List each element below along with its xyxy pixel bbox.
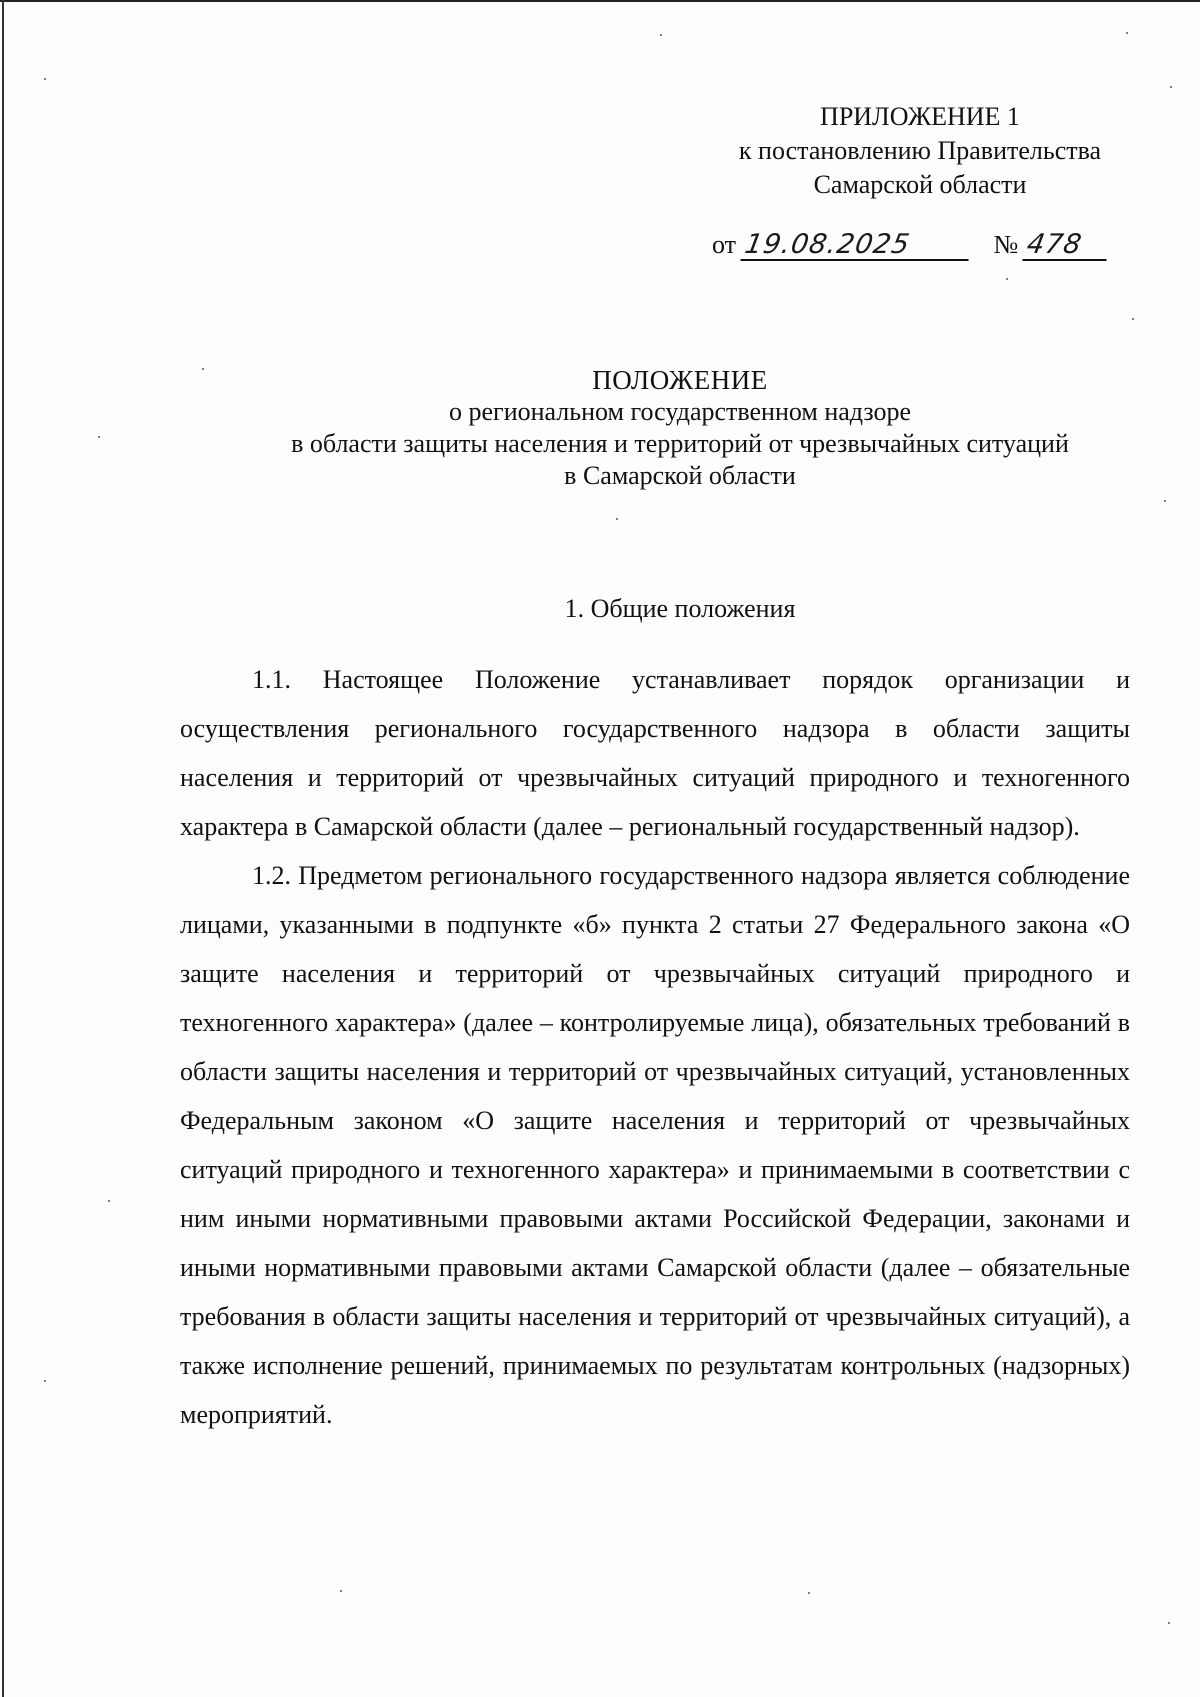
- scan-edge-top: [0, 0, 1200, 2]
- scan-speck: [1164, 500, 1166, 502]
- document-title-block: [180, 364, 1180, 492]
- paragraph-1-2: 1.2. Предметом регионального государственного надзора является соблюдение лицами, указанными в подпункте «б» пункта 2 статьи 27 Федерального закона «О защите населения и территорий от чрезвычайных ситуаций природного и техногенного характера» (далее – контролируемые лица), обязательных требований в области защиты населения и территорий от чрезвычайных ситуаций, установленных Федеральным законом «О защите населения и территорий от чрезвычайных ситуаций природного и техногенного характера» и принимаемыми в соответствии с ним иными нормативными правовыми актами Российской Федерации, законами и иными нормативными правовыми актами Самарской области (далее – обязательные требования в области защиты населения и территорий от чрезвычайных ситуаций), а также исполнение решений, принимаемых по результатам контрольных (надзорных) мероприятий.: [180, 861, 1130, 1429]
- appendix-header: [640, 100, 1200, 202]
- decree-line: [712, 228, 1109, 262]
- section-body: [180, 655, 1130, 1439]
- decree-date-prefix: от: [712, 230, 737, 259]
- document-subtitle-line-2: в области защиты населения и территорий от чрезвычайных ситуаций: [291, 429, 1069, 458]
- section-heading: 1. Общие положения: [564, 594, 796, 623]
- scan-speck: [1126, 32, 1128, 34]
- scan-speck: [44, 78, 46, 80]
- appendix-region: Самарской области: [813, 170, 1027, 199]
- document-subtitle-line-3: в Самарской области: [564, 461, 796, 490]
- scan-speck: [1168, 1622, 1170, 1624]
- scan-speck: [1170, 86, 1172, 88]
- appendix-reference: к постановлению Правительства: [738, 136, 1102, 165]
- scan-speck: [44, 1380, 46, 1382]
- document-subtitle-line-1: о региональном государственном надзоре: [448, 397, 911, 426]
- decree-number-handwritten: 478: [1022, 231, 1111, 261]
- decree-date-handwritten: 19.08.2025: [740, 231, 973, 261]
- scan-edge-left: [2, 0, 4, 1697]
- scan-speck: [108, 1200, 110, 1202]
- appendix-title: ПРИЛОЖЕНИЕ 1: [820, 102, 1020, 131]
- document-title: ПОЛОЖЕНИЕ: [592, 365, 768, 395]
- scan-speck: [660, 34, 662, 36]
- scan-speck: [1132, 318, 1134, 320]
- scan-speck: [616, 518, 618, 520]
- decree-number-prefix: №: [993, 230, 1019, 259]
- scan-speck: [98, 436, 100, 438]
- scan-speck: [808, 1592, 810, 1594]
- paragraph-1-1: 1.1. Настоящее Положение устанавливает порядок организации и осуществления регионального государственного надзора в области защиты населения и территорий от чрезвычайных ситуаций природного и техногенного характера в Самарской области (далее – региональный государственный надзор).: [180, 665, 1130, 841]
- scan-speck: [340, 1590, 342, 1592]
- scan-speck: [1006, 278, 1008, 280]
